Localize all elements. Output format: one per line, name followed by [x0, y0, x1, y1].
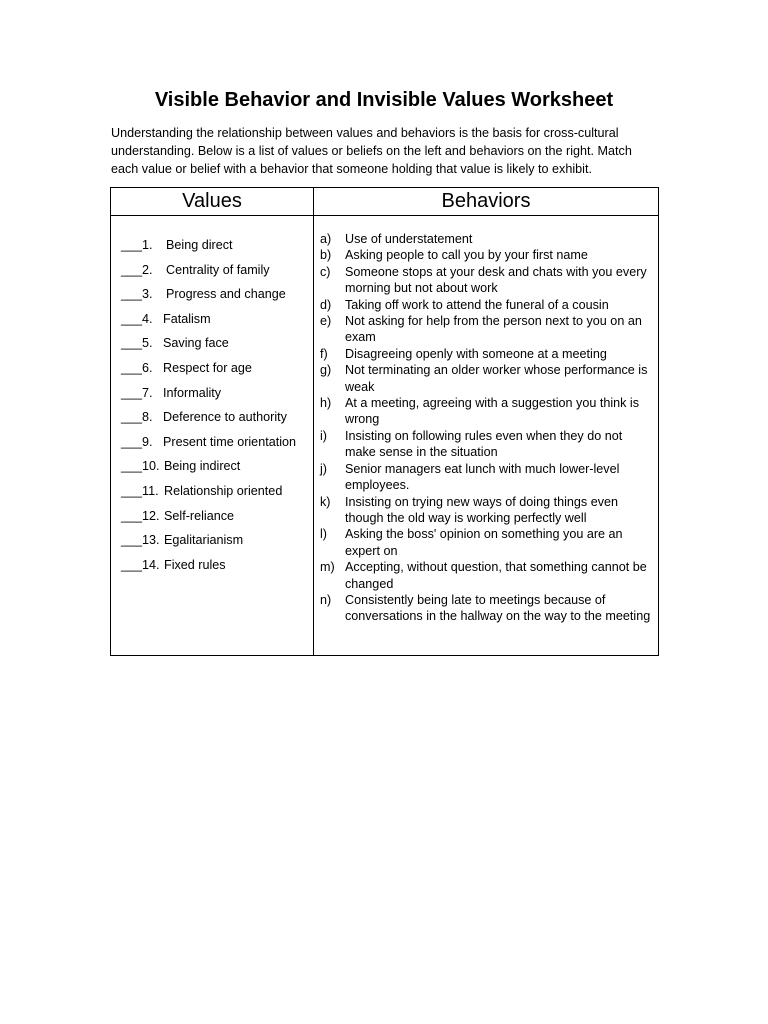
value-number: ___7. [121, 385, 153, 400]
value-item [121, 409, 313, 434]
value-item [121, 557, 313, 582]
behavior-item [320, 231, 652, 247]
intro-paragraph: Understanding the relationship between values and behaviors is the basis for cross-cultural understanding. Below is a list of values or beliefs on the left and behaviors on the right. Match each value or belief with a behavior that someone holding that value is likely to exhibit. [111, 126, 632, 176]
behavior-letter: a) [320, 232, 332, 246]
behavior-letter: c) [320, 264, 331, 279]
behavior-text: Senior managers eat lunch with much lower-level employees. [345, 461, 620, 493]
behavior-item [320, 526, 652, 559]
value-number: ___3. [121, 287, 153, 302]
behaviors-column-header: Behaviors [314, 188, 659, 216]
value-item [121, 335, 313, 360]
behavior-letter: l) [320, 527, 327, 542]
behavior-letter: d) [320, 297, 332, 312]
value-label: Centrality of family [166, 262, 270, 277]
value-number: ___14. [121, 557, 160, 572]
value-item [121, 311, 313, 336]
behavior-letter: j) [320, 461, 327, 476]
value-number: ___11. [121, 483, 159, 498]
page-title: Visible Behavior and Invisible Values Worksheet [154, 89, 614, 111]
behavior-text: Disagreeing openly with someone at a meeting [345, 346, 607, 361]
value-item [121, 360, 313, 385]
behavior-letter: i) [320, 428, 327, 443]
behavior-item [320, 461, 652, 494]
behavior-letter: e) [320, 314, 332, 329]
behavior-text: Consistently being late to meetings because of conversations in the hallway on the way to the meeting [345, 592, 651, 624]
behavior-item [320, 494, 652, 527]
value-label: Egalitarianism [164, 533, 244, 548]
behavior-letter: g) [320, 363, 332, 378]
value-item [121, 286, 313, 311]
value-number: ___10. [121, 459, 160, 474]
matching-table [110, 187, 659, 656]
value-label: Saving face [163, 336, 229, 351]
behavior-letter: m) [320, 560, 335, 575]
behavior-item [320, 264, 652, 297]
behaviors-list [314, 216, 659, 656]
value-item [121, 434, 313, 459]
behavior-item [320, 247, 652, 263]
behavior-text: Asking people to call you by your first name [345, 248, 588, 263]
behavior-text: Not terminating an older worker whose performance is weak [345, 363, 648, 394]
behavior-item [320, 297, 652, 313]
value-item [121, 532, 313, 557]
behavior-item [320, 559, 652, 592]
behavior-text: Taking off work to attend the funeral of a cousin [345, 297, 609, 312]
values-list [111, 216, 314, 656]
behavior-letter: h) [320, 396, 332, 411]
behavior-item [320, 346, 652, 362]
value-number: ___9. [121, 434, 153, 449]
behavior-text: Use of understatement [345, 232, 473, 246]
value-label: Relationship oriented [164, 483, 283, 498]
value-number: ___4. [121, 311, 153, 326]
value-label: Being indirect [164, 459, 241, 474]
value-item [121, 385, 313, 410]
behavior-text: Asking the boss' opinion on something you are an expert on [345, 527, 623, 558]
behavior-item [320, 362, 652, 395]
behavior-item [320, 592, 652, 625]
values-column-header: Values [111, 188, 314, 216]
value-label: Present time orientation [163, 434, 297, 449]
value-label: Self-reliance [164, 508, 234, 523]
value-item [121, 458, 313, 483]
value-number: ___6. [121, 360, 153, 375]
behavior-text: Insisting on trying new ways of doing things even though the old way is working perfectly well [345, 494, 619, 525]
behavior-text: Insisting on following rules even when they do not make sense in the situation [345, 428, 623, 460]
value-item [121, 508, 313, 533]
behavior-text: At a meeting, agreeing with a suggestion you think is wrong [345, 396, 640, 427]
value-number: ___12. [121, 508, 160, 523]
behavior-text: Not asking for help from the person next to you on an exam [345, 314, 642, 345]
behavior-letter: f) [320, 346, 328, 361]
value-number: ___5. [121, 336, 153, 351]
value-number: ___2. [121, 262, 153, 277]
value-label: Being direct [166, 238, 233, 252]
value-label: Informality [163, 385, 222, 400]
value-label: Deference to authority [163, 410, 287, 425]
value-number: ___13. [121, 533, 160, 548]
value-label: Fatalism [163, 311, 211, 326]
behavior-letter: n) [320, 592, 332, 607]
value-label: Respect for age [163, 360, 252, 375]
behavior-item [320, 395, 652, 428]
value-number: ___1. [121, 238, 153, 252]
behavior-text: Someone stops at your desk and chats with you every morning but not about work [345, 264, 647, 296]
behavior-letter: b) [320, 248, 332, 263]
value-item [121, 483, 313, 508]
value-item [121, 262, 313, 287]
behavior-item [320, 428, 652, 461]
behavior-text: Accepting, without question, that something cannot be changed [345, 560, 647, 591]
value-number: ___8. [121, 410, 153, 425]
value-label: Fixed rules [164, 557, 226, 572]
behavior-letter: k) [320, 494, 331, 509]
value-label: Progress and change [166, 287, 286, 302]
value-item [121, 237, 313, 262]
behavior-item [320, 313, 652, 346]
